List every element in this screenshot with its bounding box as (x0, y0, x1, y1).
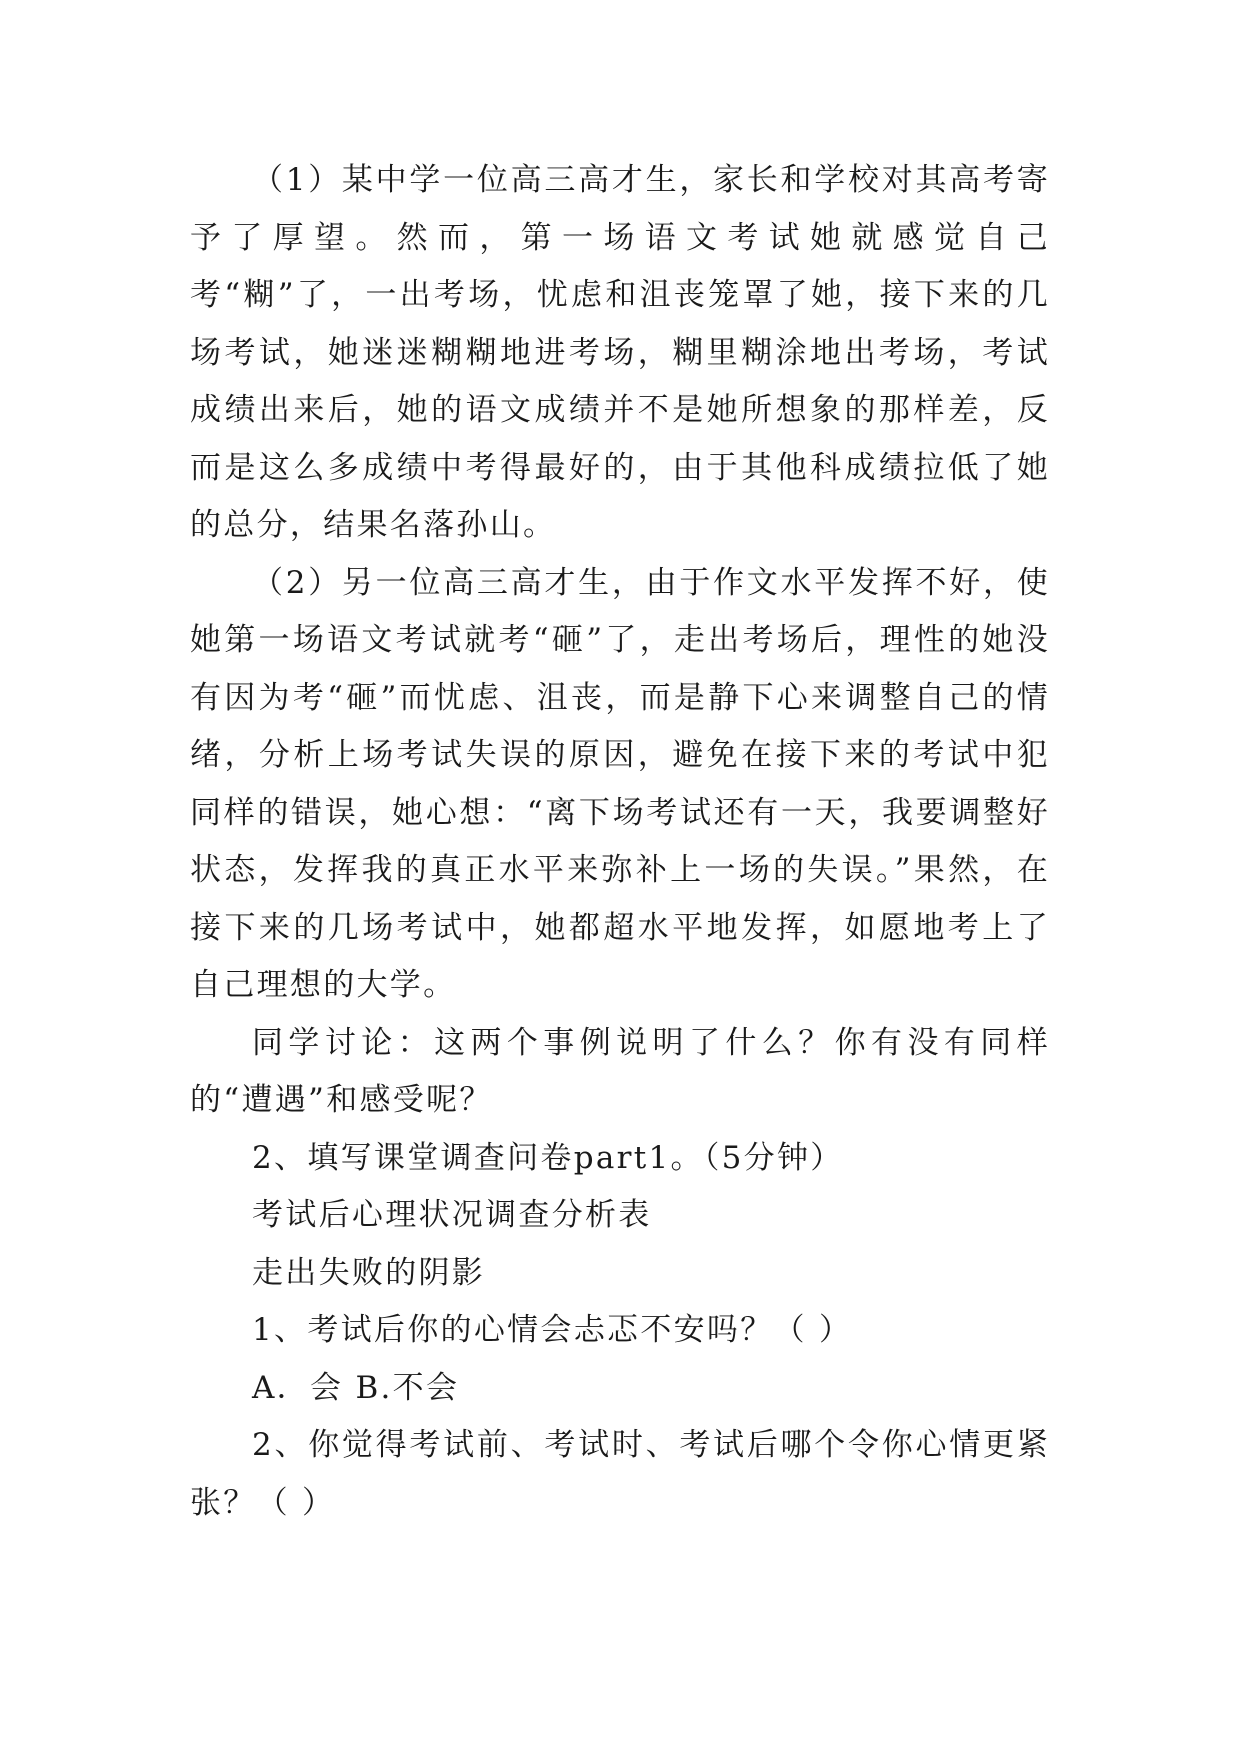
survey-subtitle: 走出失败的阴影 (252, 1254, 486, 1291)
paragraph-survey-instruction: 2、填写课堂调查问卷part1。（5分钟） (252, 1139, 844, 1176)
survey-question-1: 1、考试后你的心情会忐忑不安吗？（ ） (252, 1312, 853, 1348)
survey-question-1-options: A．会 B.不会 (252, 1369, 460, 1406)
paragraph-case-2: （2）另一位高三高才生，由于作文水平发挥不好，使她第一场语文考试就考“砸”了，走出考场后，理性的她没有因为考“砸”而忧虑、沮丧，而是静下心来调整自己的情绪，分析上场考试失误的原因，避免在接下来的考试中犯同样的错误，她心想：“离下场考试还有一天，我要调整好状态，发挥我的真正水平来弥补上一场的失误。”果然，在接下来的几场考试中，她都超水平地发挥，如愿地考上了自己理想的大学。 (190, 564, 1050, 1003)
survey-title: 考试后心理状况调查分析表 (252, 1197, 652, 1233)
document-body (190, 152, 1050, 1532)
survey-question-2: 2、你觉得考试前、考试时、考试后哪个令你心情更紧张？（ ） (190, 1427, 1050, 1521)
paragraph-discussion: 同学讨论：这两个事例说明了什么？你有没有同样的“遭遇”和感受呢？ (190, 1024, 1050, 1118)
paragraph-case-1: （1）某中学一位高三高才生，家长和学校对其高考寄予了厚望。然而，第一场语文考试她就感觉自己考“糊”了，一出考场，忧虑和沮丧笼罩了她，接下来的几场考试，她迷迷糊糊地进考场，糊里糊涂地出考场，考试成绩出来后，她的语文成绩并不是她所想象的那样差，反而是这么多成绩中考得最好的，由于其他科成绩拉低了她的总分，结果名落孙山。 (190, 162, 1050, 543)
